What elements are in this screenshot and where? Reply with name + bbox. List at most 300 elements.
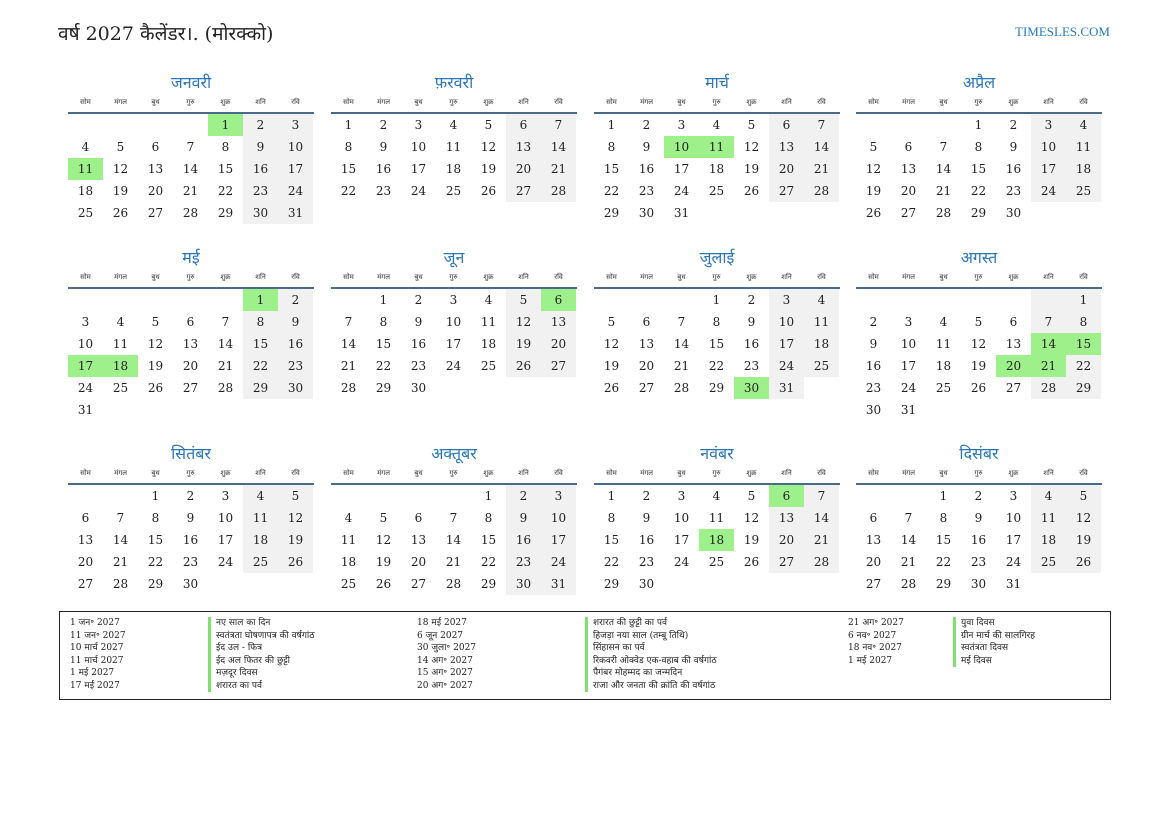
empty-day [891,289,926,311]
calendar-day: 26 [865,206,882,220]
empty-day [856,289,891,311]
week-row [594,136,840,158]
site-link[interactable]: TIMESLES.COM [1015,24,1110,39]
calendar-day: 6 [506,114,541,136]
calendar-day: 4 [449,118,458,132]
calendar-day: 22 [603,555,620,569]
calendar-day: 15 [935,533,952,547]
weekday-label: बुध [677,469,686,477]
holidays-list [59,611,1111,700]
calendar-day: 27 [506,180,541,202]
calendar-day: 22 [708,359,725,373]
weekday-header [68,269,314,289]
week-row [331,529,577,551]
calendar-day: 13 [769,507,804,529]
calendar-day: 3 [677,118,686,132]
calendar-day: 1 [151,489,160,503]
weekday-label: सोम [606,469,617,477]
calendar-day: 23 [865,381,882,395]
week-row [856,158,1102,180]
empty-day [664,289,699,311]
calendar-day: 10 [900,337,917,351]
calendar-day: 18 [804,333,839,355]
month-block [68,247,314,421]
calendar-day: 20 [769,529,804,551]
week-row [331,158,577,180]
week-row [68,485,314,507]
empty-day [664,573,699,595]
month-name: अगस्त [960,248,998,267]
calendar-day: 11 [699,136,734,158]
weekday-label: गुरु [186,98,195,106]
weekday-label: शनि [518,469,529,477]
calendar-day: 11 [1031,507,1066,529]
calendar-day: 17 [900,359,917,373]
calendar-day: 31 [769,377,804,399]
calendar-day: 16 [638,162,655,176]
empty-day [471,377,506,399]
calendar-day: 24 [278,180,313,202]
calendar-day: 16 [1005,162,1022,176]
holiday-date: 6 जून 2027 [417,630,464,641]
week-row [68,377,314,399]
weekday-label: बुध [151,98,160,106]
calendar-day: 10 [1005,511,1022,525]
weekday-label: गुरु [974,98,983,106]
calendar-day: 16 [182,533,199,547]
week-row [856,136,1102,158]
calendar-day: 20 [769,158,804,180]
calendar-day: 19 [147,359,164,373]
calendar-day: 9 [506,507,541,529]
calendar-day: 19 [375,555,392,569]
week-row [594,289,840,311]
empty-day [173,289,208,311]
empty-day [68,114,103,136]
weekday-header [331,269,577,289]
weekday-label: गुरु [712,98,721,106]
empty-day [594,289,629,311]
month-block [594,247,840,399]
calendar-day: 27 [410,577,427,591]
calendar-day: 28 [900,577,917,591]
holiday-column [70,617,315,692]
week-row [594,180,840,202]
calendar-day: 18 [445,162,462,176]
weekday-label: रवि [291,98,300,106]
calendar-day: 6 [769,114,804,136]
calendar-day: 11 [243,507,278,529]
calendar-day: 20 [541,333,576,355]
empty-day [961,399,996,421]
empty-day [961,289,996,311]
week-row [331,485,577,507]
calendar-day: 4 [712,489,721,503]
calendar-day: 14 [445,533,462,547]
calendar-day: 23 [410,359,427,373]
calendar-day: 17 [673,533,690,547]
holiday-item [848,630,1035,643]
calendar-day: 14 [900,533,917,547]
calendar-day: 24 [541,551,576,573]
holiday-date: 20 अग॰ 2027 [417,680,473,691]
calendar-day: 18 [699,529,734,551]
month-name: जनवरी [170,73,212,92]
calendar-day: 8 [607,140,616,154]
calendar-day: 18 [480,337,497,351]
calendar-day: 12 [278,507,313,529]
weekday-label: मंगल [640,273,653,281]
calendar-day: 3 [449,293,458,307]
calendar-day: 14 [541,136,576,158]
week-row [331,377,577,399]
calendar-day: 8 [1066,311,1101,333]
holiday-date: 6 नव॰ 2027 [848,630,897,641]
empty-day [1066,202,1101,224]
calendar-day: 10 [217,511,234,525]
calendar-day: 24 [217,555,234,569]
weekday-header [594,269,840,289]
week-row [68,311,314,333]
holiday-item [70,667,315,680]
holiday-item [417,667,717,680]
weekday-header [594,94,840,114]
calendar-day: 16 [638,533,655,547]
calendar-day: 24 [673,184,690,198]
calendar-day: 1 [607,118,616,132]
weekday-label: मंगल [902,98,915,106]
calendar-day: 10 [664,136,699,158]
calendar-day: 25 [340,577,357,591]
weekday-label: बुध [414,273,423,281]
calendar-day: 26 [278,551,313,573]
calendar-day: 30 [410,381,427,395]
calendar-day: 25 [112,381,129,395]
holiday-name: मज़दूर दिवस [208,667,258,680]
holiday-item [417,617,717,630]
weekday-label: शुक्र [483,98,494,106]
calendar-day: 15 [375,337,392,351]
holiday-date: 1 मई 2027 [70,668,115,678]
weekday-label: रवि [817,469,826,477]
weekday-label: बुध [939,273,948,281]
weekday-label: सोम [868,98,879,106]
calendar-day: 23 [243,180,278,202]
weekday-label: रवि [1079,273,1088,281]
calendar-day: 5 [506,289,541,311]
empty-day [401,485,436,507]
empty-day [804,202,839,224]
calendar-day: 3 [1031,114,1066,136]
calendar-day: 1 [484,489,493,503]
calendar-day: 9 [414,315,423,329]
weekday-label: सोम [80,273,91,281]
empty-day [926,114,961,136]
empty-day [856,485,891,507]
month-block [594,443,840,595]
calendar-day: 7 [904,511,913,525]
calendar-day: 13 [77,533,94,547]
calendar-day: 28 [112,577,129,591]
calendar-day: 16 [743,337,760,351]
calendar-day: 19 [506,333,541,355]
calendar-day: 29 [708,381,725,395]
empty-day [996,399,1031,421]
calendar-day: 23 [743,359,760,373]
weekday-label: शुक्र [1008,273,1019,281]
weekday-label: सोम [343,273,354,281]
calendar-day: 19 [278,529,313,551]
empty-day [103,114,138,136]
weekday-label: गुरु [974,273,983,281]
calendar-day: 7 [344,315,353,329]
weekday-label: मंगल [902,273,915,281]
calendar-day: 24 [1005,555,1022,569]
calendar-day: 15 [603,162,620,176]
calendar-day: 13 [147,162,164,176]
calendar-day: 8 [484,511,493,525]
week-row [594,158,840,180]
calendar-day: 18 [77,184,94,198]
calendar-day: 26 [375,577,392,591]
calendar-day: 26 [603,381,620,395]
weekday-label: बुध [414,98,423,106]
calendar-day: 12 [112,162,129,176]
calendar-day: 22 [217,184,234,198]
calendar-day: 17 [673,162,690,176]
calendar-day: 26 [1066,551,1101,573]
calendar-day: 9 [747,315,756,329]
weekday-label: सोम [343,98,354,106]
calendar-day: 14 [935,162,952,176]
week-row [856,355,1102,377]
calendar-day: 29 [147,577,164,591]
calendar-day: 5 [974,315,983,329]
weekday-header [856,269,1102,289]
weekday-label: शनि [518,273,529,281]
empty-day [506,377,541,399]
empty-day [103,289,138,311]
holiday-item [417,630,717,643]
holiday-name: पैगंबर मोहम्मद का जन्मदिन [585,667,682,680]
calendar-day: 9 [1009,140,1018,154]
empty-day [436,485,471,507]
weekday-label: शनि [255,98,266,106]
weekday-label: मंगल [114,98,127,106]
calendar-day: 16 [375,162,392,176]
calendar-day: 7 [221,315,230,329]
week-row [594,573,840,595]
calendar-day: 17 [769,333,804,355]
calendar-day: 28 [935,206,952,220]
calendar-day: 14 [340,337,357,351]
calendar-day: 22 [935,555,952,569]
calendar-day: 26 [506,355,541,377]
week-row [856,180,1102,202]
calendar-day: 10 [1031,136,1066,158]
calendar-day: 4 [344,511,353,525]
calendar-day: 13 [506,136,541,158]
calendar-day: 18 [103,355,138,377]
calendar-day: 21 [112,555,129,569]
weekday-label: गुरु [186,273,195,281]
calendar-day: 23 [182,555,199,569]
calendar-day: 30 [970,577,987,591]
week-row [68,158,314,180]
empty-day [138,399,173,421]
weekday-label: बुध [151,469,160,477]
calendar-day: 20 [900,184,917,198]
calendar-day: 5 [116,140,125,154]
calendar-day: 12 [480,140,497,154]
calendar-day: 19 [112,184,129,198]
calendar-day: 9 [642,511,651,525]
calendar-day: 6 [151,140,160,154]
calendar-day: 14 [804,136,839,158]
calendar-day: 2 [974,489,983,503]
week-row [331,551,577,573]
calendar-day: 28 [804,551,839,573]
calendar-day: 23 [970,555,987,569]
calendar-day: 28 [804,180,839,202]
holiday-name: ग्रीन मार्च की सालगिरह [953,630,1035,643]
calendar-day: 3 [904,315,913,329]
holiday-item [417,642,717,655]
calendar-day: 15 [217,162,234,176]
calendar-day: 20 [147,184,164,198]
empty-day [1031,399,1066,421]
empty-day [68,485,103,507]
calendar-day: 7 [939,140,948,154]
calendar-day: 2 [379,118,388,132]
weekday-label: गुरु [449,469,458,477]
calendar-day: 5 [278,485,313,507]
month-block [856,247,1102,421]
calendar-day: 19 [603,359,620,373]
calendar-day: 22 [340,184,357,198]
calendar-day: 21 [340,359,357,373]
calendar-day: 20 [865,555,882,569]
weekday-label: सोम [868,273,879,281]
calendar-day: 8 [379,315,388,329]
weekday-label: गुरु [712,273,721,281]
calendar-day: 19 [743,162,760,176]
holiday-item [848,617,1035,630]
calendar-day: 4 [1031,485,1066,507]
calendar-day: 5 [379,511,388,525]
empty-day [138,114,173,136]
calendar-day: 18 [708,162,725,176]
holiday-date: 17 मई 2027 [70,680,120,691]
empty-day [331,485,366,507]
calendar-day: 12 [506,311,541,333]
holiday-date: 30 जुला॰ 2027 [417,643,477,653]
holiday-name: ईद अल फितर की छुट्टी [208,655,290,668]
month-block [331,247,577,399]
calendar-day: 8 [939,511,948,525]
month-name: मई [182,248,200,267]
holiday-name: शरारत की छुट्टी का पर्व [585,617,667,630]
calendar-day: 30 [182,577,199,591]
calendar-day: 21 [182,184,199,198]
calendar-day: 28 [182,206,199,220]
calendar-day: 27 [1005,381,1022,395]
weekday-label: शनि [518,98,529,106]
empty-day [1066,399,1101,421]
empty-day [103,399,138,421]
empty-day [699,202,734,224]
holiday-name: स्वतंत्रता दिवस [953,642,1008,655]
holiday-item [417,680,717,693]
weekday-label: बुध [677,98,686,106]
calendar-day: 1 [712,293,721,307]
week-row [331,333,577,355]
weekday-label: शुक्र [1008,469,1019,477]
weekday-label: शुक्र [220,469,231,477]
calendar-day: 28 [673,381,690,395]
calendar-day: 5 [607,315,616,329]
calendar-day: 21 [804,158,839,180]
weekday-header [856,465,1102,485]
weekday-header [68,94,314,114]
empty-day [1031,573,1066,595]
calendar-day: 3 [221,489,230,503]
weekday-label: मंगल [902,469,915,477]
calendar-day: 29 [603,577,620,591]
calendar-day: 20 [410,555,427,569]
weekday-label: शनि [781,273,792,281]
weekday-label: मंगल [114,273,127,281]
calendar-day: 22 [243,355,278,377]
week-row [856,377,1102,399]
calendar-day: 16 [970,533,987,547]
weekday-label: रवि [1079,469,1088,477]
calendar-day: 25 [1031,551,1066,573]
calendar-day: 1 [208,114,243,136]
calendar-day: 25 [804,355,839,377]
calendar-day: 15 [970,162,987,176]
calendar-day: 19 [743,533,760,547]
holiday-date: 10 मार्च 2027 [70,643,124,653]
calendar-day: 26 [147,381,164,395]
months-grid [68,72,1102,602]
calendar-day: 5 [151,315,160,329]
calendar-day: 17 [410,162,427,176]
month-block [331,72,577,202]
calendar-day: 30 [243,202,278,224]
empty-day [208,399,243,421]
week-row [68,399,314,421]
calendar-day: 25 [480,359,497,373]
calendar-day: 30 [638,577,655,591]
calendar-day: 29 [935,577,952,591]
week-row [856,529,1102,551]
week-row [856,551,1102,573]
month-block [856,72,1102,224]
calendar-day: 26 [743,184,760,198]
holiday-item [70,642,315,655]
calendar-day: 27 [147,206,164,220]
calendar-day: 27 [77,577,94,591]
calendar-day: 24 [900,381,917,395]
calendar-day: 2 [506,485,541,507]
calendar-day: 6 [414,511,423,525]
weekday-header [68,465,314,485]
calendar-day: 23 [638,555,655,569]
week-row [856,573,1102,595]
calendar-day: 18 [935,359,952,373]
weekday-label: शनि [255,469,266,477]
